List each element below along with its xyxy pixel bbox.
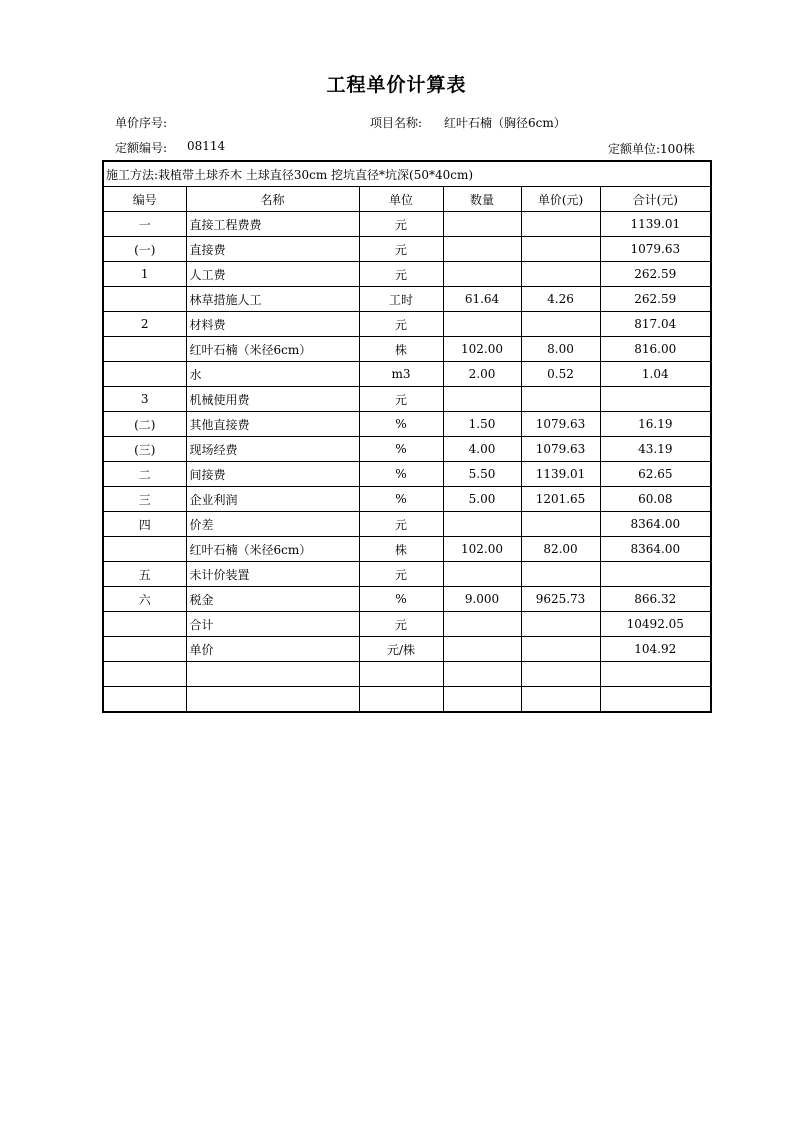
row-total: 262.59 <box>600 287 711 312</box>
row-no: 三 <box>103 487 186 512</box>
method-row <box>103 161 711 187</box>
table-row <box>103 587 711 612</box>
row-no: 1 <box>103 262 186 287</box>
row-no <box>103 337 186 362</box>
row-price: 82.00 <box>521 537 600 562</box>
table-row <box>103 562 711 587</box>
table-row <box>103 287 711 312</box>
header-unit: 单位 <box>359 187 443 212</box>
row-price <box>521 387 600 412</box>
table-row <box>103 262 711 287</box>
row-no <box>103 612 186 637</box>
row-total: 816.00 <box>600 337 711 362</box>
row-unit: 工时 <box>359 287 443 312</box>
header-no: 编号 <box>103 187 186 212</box>
row-total: 262.59 <box>600 262 711 287</box>
row-total <box>600 562 711 587</box>
row-unit: 元 <box>359 212 443 237</box>
table-row <box>103 212 711 237</box>
row-name: 水 <box>186 362 359 387</box>
row-price <box>521 262 600 287</box>
table-row <box>103 687 711 713</box>
row-price <box>521 637 600 662</box>
row-name: 材料费 <box>186 312 359 337</box>
row-unit: % <box>359 462 443 487</box>
row-name: 单价 <box>186 637 359 662</box>
row-no <box>103 637 186 662</box>
quota-no-value: 08114 <box>187 139 226 153</box>
row-total: 866.32 <box>600 587 711 612</box>
row-total: 60.08 <box>600 487 711 512</box>
table-row <box>103 437 711 462</box>
table-row <box>103 512 711 537</box>
row-total: 1079.63 <box>600 237 711 262</box>
quota-no-label: 定额编号: <box>115 141 168 155</box>
table-row <box>103 237 711 262</box>
row-total <box>600 387 711 412</box>
row-total: 62.65 <box>600 462 711 487</box>
row-qty: 5.50 <box>443 462 521 487</box>
row-no: 3 <box>103 387 186 412</box>
row-name <box>186 662 359 687</box>
row-qty: 2.00 <box>443 362 521 387</box>
row-total <box>600 662 711 687</box>
row-price: 8.00 <box>521 337 600 362</box>
row-qty <box>443 312 521 337</box>
row-price <box>521 237 600 262</box>
row-unit: 元 <box>359 312 443 337</box>
row-qty <box>443 262 521 287</box>
row-name: 红叶石楠（米径6cm） <box>186 337 359 362</box>
row-name: 合计 <box>186 612 359 637</box>
row-no: 2 <box>103 312 186 337</box>
row-unit: 元 <box>359 262 443 287</box>
row-price: 1079.63 <box>521 412 600 437</box>
row-qty <box>443 637 521 662</box>
table-row <box>103 312 711 337</box>
row-no: 五 <box>103 562 186 587</box>
row-total: 16.19 <box>600 412 711 437</box>
header-total: 合计(元) <box>600 187 711 212</box>
construction-method: 施工方法:栽植带土球乔木 土球直径30cm 挖坑直径*坑深(50*40cm) <box>103 161 711 187</box>
row-no <box>103 662 186 687</box>
row-price: 1079.63 <box>521 437 600 462</box>
header-price: 单价(元) <box>521 187 600 212</box>
row-price <box>521 512 600 537</box>
table-row <box>103 537 711 562</box>
row-no: 二 <box>103 462 186 487</box>
unit-price-table <box>102 160 712 713</box>
row-name: 直接工程费费 <box>186 212 359 237</box>
row-no <box>103 362 186 387</box>
row-no: 六 <box>103 587 186 612</box>
price-no-label: 单价序号: <box>115 116 168 130</box>
row-total: 104.92 <box>600 637 711 662</box>
row-total <box>600 687 711 713</box>
row-qty: 1.50 <box>443 412 521 437</box>
row-unit: 元 <box>359 512 443 537</box>
row-qty <box>443 512 521 537</box>
row-name: 未计价装置 <box>186 562 359 587</box>
table-row <box>103 462 711 487</box>
row-total: 8364.00 <box>600 512 711 537</box>
row-name: 税金 <box>186 587 359 612</box>
row-price <box>521 562 600 587</box>
row-qty: 9.000 <box>443 587 521 612</box>
row-name: 现场经费 <box>186 437 359 462</box>
row-total: 1139.01 <box>600 212 711 237</box>
table-row <box>103 612 711 637</box>
row-qty <box>443 612 521 637</box>
project-name-label: 项目名称: <box>370 116 423 130</box>
row-qty <box>443 237 521 262</box>
row-no: (一) <box>103 237 186 262</box>
row-qty: 61.64 <box>443 287 521 312</box>
table-row <box>103 487 711 512</box>
row-qty <box>443 687 521 713</box>
row-price: 0.52 <box>521 362 600 387</box>
row-price <box>521 662 600 687</box>
header-row <box>103 187 711 212</box>
row-qty <box>443 662 521 687</box>
row-qty: 102.00 <box>443 537 521 562</box>
row-price: 1139.01 <box>521 462 600 487</box>
row-qty: 4.00 <box>443 437 521 462</box>
row-name: 企业利润 <box>186 487 359 512</box>
row-qty <box>443 387 521 412</box>
row-no <box>103 687 186 713</box>
row-price <box>521 687 600 713</box>
row-price: 9625.73 <box>521 587 600 612</box>
row-qty: 5.00 <box>443 487 521 512</box>
row-unit: m3 <box>359 362 443 387</box>
row-no <box>103 287 186 312</box>
row-unit <box>359 687 443 713</box>
row-unit: 元 <box>359 237 443 262</box>
row-no: (三) <box>103 437 186 462</box>
row-unit: 元 <box>359 612 443 637</box>
project-name-value: 红叶石楠（胸径6cm） <box>444 116 566 130</box>
row-name <box>186 687 359 713</box>
row-price: 1201.65 <box>521 487 600 512</box>
header-name: 名称 <box>186 187 359 212</box>
row-unit: % <box>359 437 443 462</box>
table-row <box>103 387 711 412</box>
row-unit <box>359 662 443 687</box>
row-unit: % <box>359 412 443 437</box>
row-unit: 株 <box>359 337 443 362</box>
row-no <box>103 537 186 562</box>
row-price <box>521 212 600 237</box>
row-no: (二) <box>103 412 186 437</box>
row-unit: 株 <box>359 537 443 562</box>
row-unit: % <box>359 487 443 512</box>
row-qty <box>443 212 521 237</box>
row-unit: 元 <box>359 387 443 412</box>
row-name: 人工费 <box>186 262 359 287</box>
row-price <box>521 312 600 337</box>
table-row <box>103 362 711 387</box>
row-unit: 元 <box>359 562 443 587</box>
row-name: 其他直接费 <box>186 412 359 437</box>
row-unit: 元/株 <box>359 637 443 662</box>
row-total: 43.19 <box>600 437 711 462</box>
row-total: 1.04 <box>600 362 711 387</box>
page-title: 工程单价计算表 <box>326 74 467 96</box>
table-row <box>103 412 711 437</box>
row-name: 直接费 <box>186 237 359 262</box>
row-qty: 102.00 <box>443 337 521 362</box>
row-total: 10492.05 <box>600 612 711 637</box>
quota-unit: 定额单位:100株 <box>608 142 695 156</box>
table-row <box>103 337 711 362</box>
row-name: 林草措施人工 <box>186 287 359 312</box>
row-qty <box>443 562 521 587</box>
row-no: 一 <box>103 212 186 237</box>
row-total: 817.04 <box>600 312 711 337</box>
row-price <box>521 612 600 637</box>
table-row <box>103 637 711 662</box>
table-row <box>103 662 711 687</box>
row-no: 四 <box>103 512 186 537</box>
row-name: 间接费 <box>186 462 359 487</box>
row-total: 8364.00 <box>600 537 711 562</box>
row-unit: % <box>359 587 443 612</box>
header-qty: 数量 <box>443 187 521 212</box>
row-name: 红叶石楠（米径6cm） <box>186 537 359 562</box>
row-name: 价差 <box>186 512 359 537</box>
row-name: 机械使用费 <box>186 387 359 412</box>
row-price: 4.26 <box>521 287 600 312</box>
